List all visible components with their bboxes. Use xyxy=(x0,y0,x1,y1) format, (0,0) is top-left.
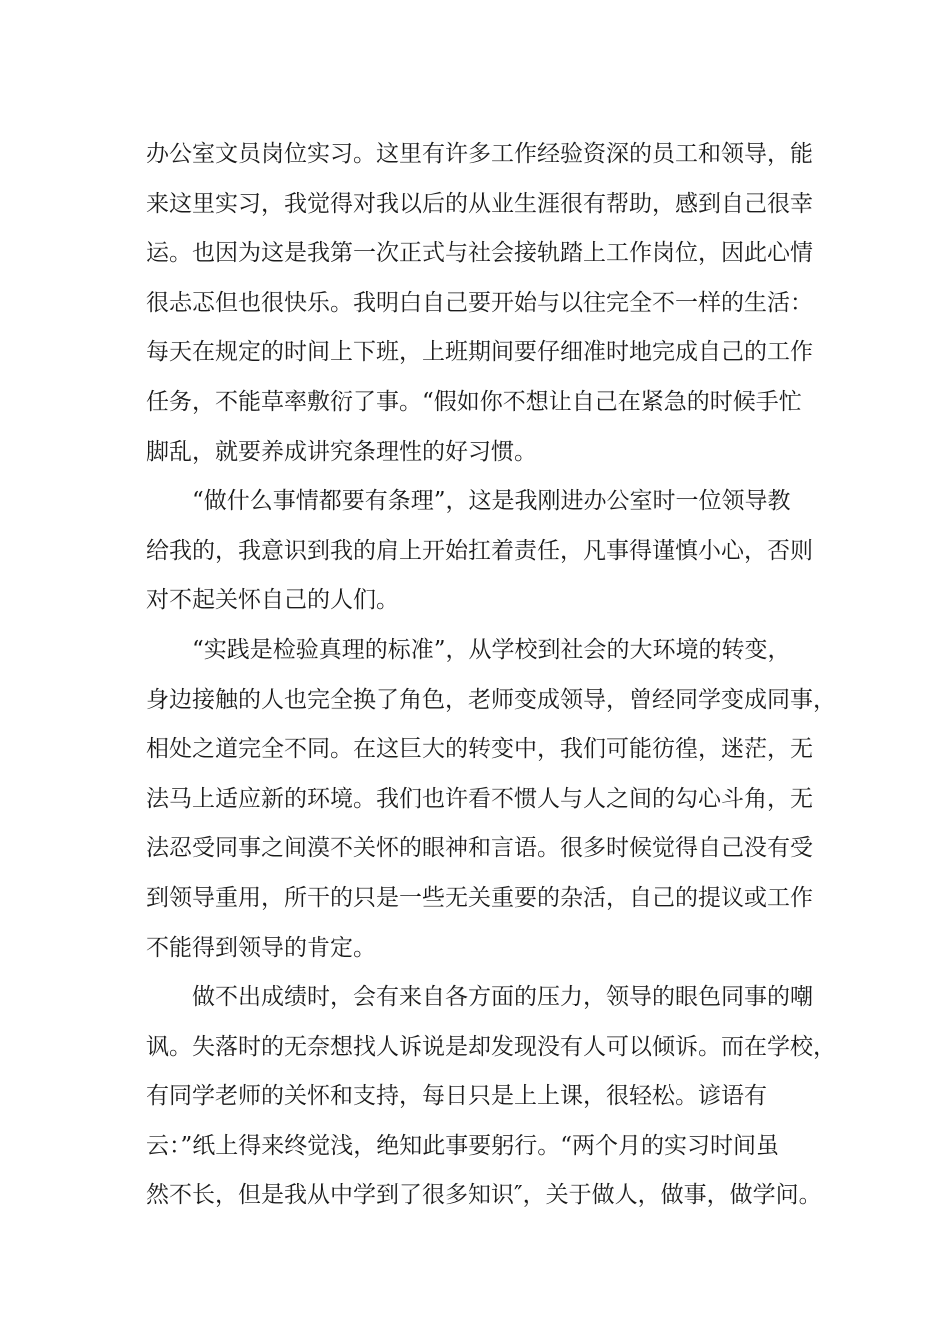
text-line: 有同学老师的关怀和支持，每日只是上上课，很轻松。谚语有 xyxy=(146,1083,767,1110)
text-line: 做不出成绩时，会有来自各方面的压力，领导的眼色同事的嘲 xyxy=(192,984,813,1011)
text-line: 到领导重用，所干的只是一些无关重要的杂活，自己的提议或工作 xyxy=(146,884,813,911)
text-line: 脚乱，就要养成讲究条理性的好习惯。 xyxy=(146,438,537,465)
text-line: 法马上适应新的环境。我们也许看不惯人与人之间的勾心斗角，无 xyxy=(146,785,813,812)
text-line: 讽。失落时的无奈想找人诉说是却发现没有人可以倾诉。而在学校， xyxy=(146,1033,836,1060)
paragraph xyxy=(146,477,826,626)
text-line: 身边接触的人也完全换了角色，老师变成领导，曾经同学变成同事， xyxy=(146,686,836,713)
text-line: 来这里实习，我觉得对我以后的从业生涯很有帮助，感到自己很幸 xyxy=(146,190,813,217)
text-line: 不能得到领导的肯定。 xyxy=(146,934,376,961)
text-line: 每天在规定的时间上下班，上班期间要仔细准时地完成自己的工作 xyxy=(146,339,813,366)
paragraph xyxy=(146,973,836,1221)
text-line: 运。也因为这是我第一次正式与社会接轨踏上工作岗位，因此心情 xyxy=(146,240,813,267)
text-line: 云：”纸上得来终觉浅，绝知此事要躬行。“两个月的实习时间虽 xyxy=(146,1132,780,1159)
paragraph xyxy=(146,626,836,973)
text-line: 很忐忑但也很快乐。我明白自己要开始与以往完全不一样的生活： xyxy=(146,289,813,316)
text-line: “做什么事情都要有条理”，这是我刚进办公室时一位领导教 xyxy=(192,488,791,515)
text-line: “实践是检验真理的标准”，从学校到社会的大环境的转变， xyxy=(192,636,791,663)
text-line: 然不长，但是我从中学到了很多知识″，关于做人，做事，做学问。 xyxy=(146,1182,822,1209)
text-line: 办公室文员岗位实习。这里有许多工作经验资深的员工和领导，能 xyxy=(146,141,813,167)
text-line: 法忍受同事之间漠不关怀的眼神和言语。很多时候觉得自己没有受 xyxy=(146,835,813,862)
paragraph xyxy=(146,130,826,477)
text-line: 任务，不能草率敷衍了事。“假如你不想让自己在紧急的时候手忙 xyxy=(146,388,802,415)
text-line: 给我的，我意识到我的肩上开始扛着责任，凡事得谨慎小心，否则 xyxy=(146,537,813,564)
text-line: 相处之道完全不同。在这巨大的转变中，我们可能彷徨，迷茫，无 xyxy=(146,736,813,763)
text-line: 对不起关怀自己的人们。 xyxy=(146,587,399,614)
document-body xyxy=(146,130,836,1221)
